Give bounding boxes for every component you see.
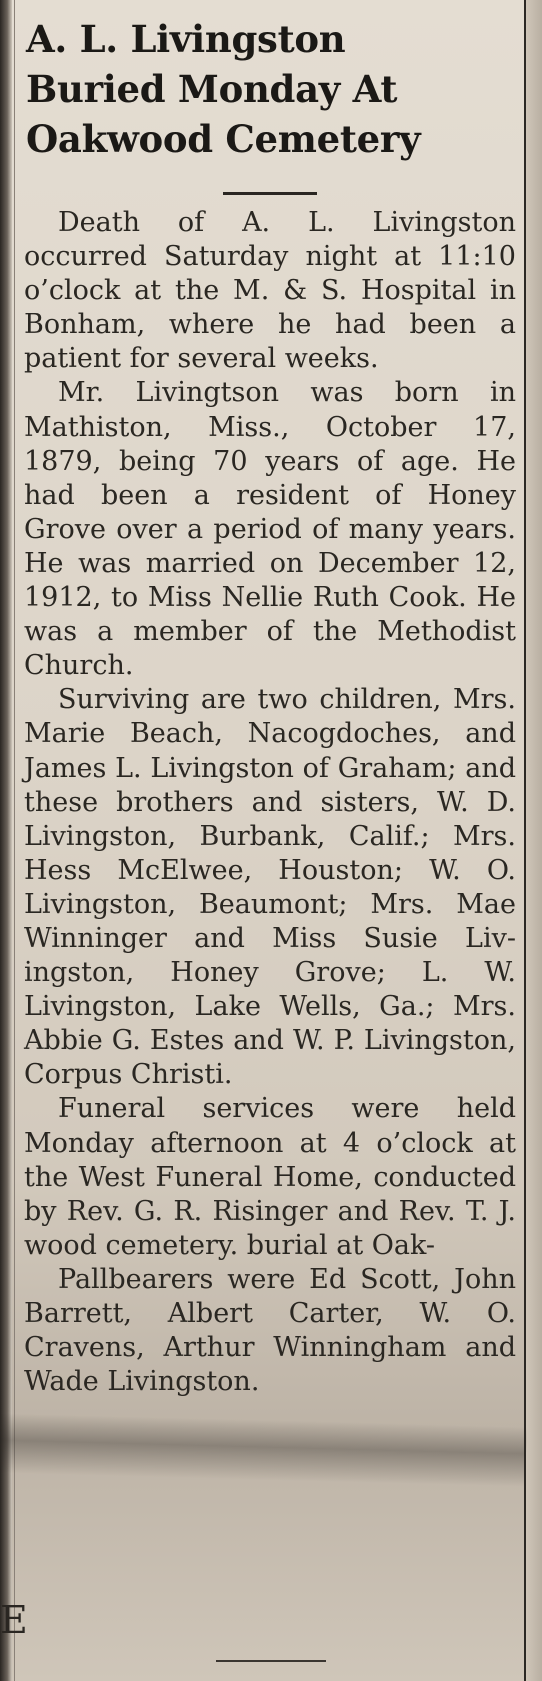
article-headline: A. L. Livingston Buried Monday At Oakwood Cemetery — [26, 17, 421, 161]
right-column-rule — [524, 0, 526, 1681]
left-column-rule — [14, 0, 15, 1681]
headline-divider — [223, 192, 317, 195]
article-body — [24, 206, 516, 1399]
paper-fold-shadow — [0, 1413, 527, 1487]
paragraph-pallbearers: Pallbearers were Ed Scott, John Barrett, Albert Carter, W. O. Cravens, Arthur Winningham and Wade Livingston. — [24, 1263, 516, 1398]
next-article-rule — [216, 1660, 326, 1662]
page-right-margin — [526, 0, 542, 1681]
paragraph-survivors: Surviving are two children, Mrs. Marie Beach, Nacogdoches, and James L. Livingston of Graham; and these brothers and sisters, W. D. Livingston, Burbank, Calif.; Mrs. Hess McElwee, Houston; W. O. Livingston, Beaumont; Mrs. Mae Winninger and Miss Susie Livingston, Honey Grove; L. W. Livingston, Lake Wells, Ga.; Mrs. Abbie G. Estes and W. P. Livingston, Corpus Christi. — [24, 684, 516, 1091]
page-left-edge — [0, 0, 12, 1681]
adjacent-column-letter: E — [0, 1598, 28, 1642]
paragraph-funeral-services: Funeral services were held Monday afternoon at 4 o’clock at the West Funeral Home, conducted by Rev. G. R. Risinger and Rev. T. J. wood cemetery. burial at Oak- — [24, 1093, 516, 1261]
paragraph-death-notice: Death of A. L. Livingston occurred Saturday night at 11:10 o’clock at the M. & S. Hospital in Bonham, where he had been a patient for several weeks. — [24, 207, 516, 375]
paragraph-biography: Mr. Livingtson was born in Mathiston, Miss., October 17, 1879, being 70 years of age. He had been a resident of Honey Grove over a period of many years. He was married on December 12, 1912, to Miss Nellie Ruth Cook. He was a member of the Methodist Church. — [24, 377, 516, 682]
